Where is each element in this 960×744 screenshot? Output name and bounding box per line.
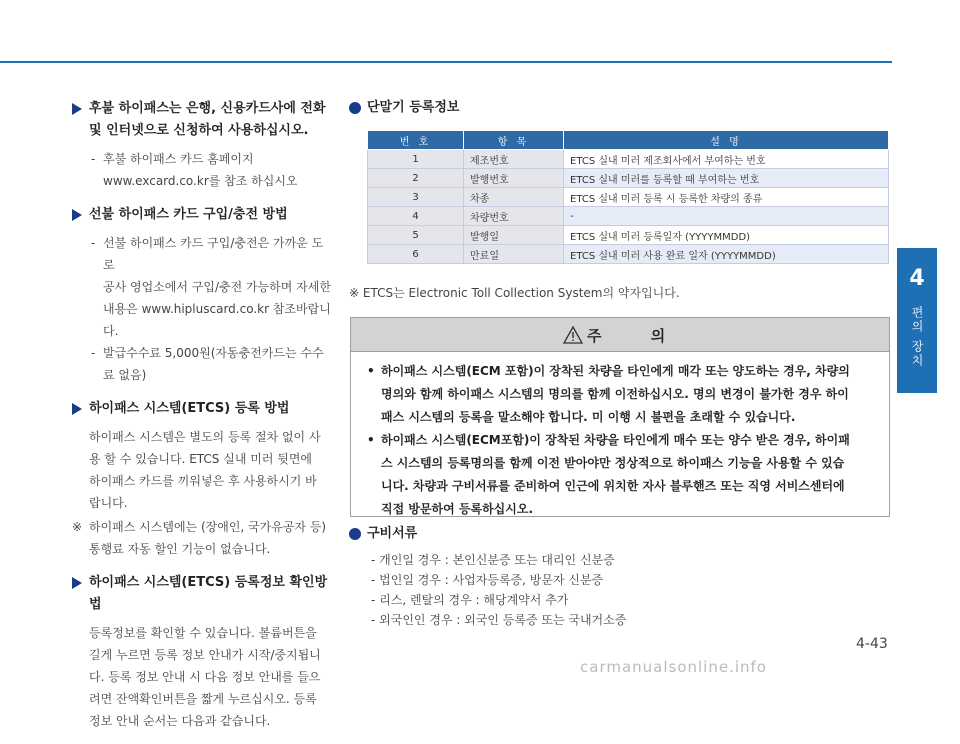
watermark: carmanualsonline.info	[580, 658, 767, 676]
section-heading: 후불 하이패스는 은행, 신용카드사에 전화 및 인터넷으로 신청하여 사용하십시오.	[72, 98, 334, 142]
section-heading: 선불 하이패스 카드 구입/충전 방법	[72, 204, 334, 226]
triangle-bullet-icon	[72, 403, 82, 415]
section-heading: 하이패스 시스템(ETCS) 등록 방법	[72, 398, 334, 420]
note: ※ 하이패스 시스템에는 (장애인, 국가유공자 등) 통행료 자동 할인 기능이 없습니다.	[72, 520, 327, 556]
table-row: 2 발행번호 ETCS 실내 미러를 등록할 때 부여하는 번호	[368, 169, 889, 188]
circle-bullet-icon	[349, 102, 361, 114]
chapter-tab[interactable]	[897, 248, 937, 393]
caution-header	[351, 318, 889, 352]
triangle-bullet-icon	[72, 103, 82, 115]
chapter-label: 편의 장치	[910, 306, 924, 368]
triangle-bullet-icon	[72, 209, 82, 221]
section-heading: 하이패스 시스템(ETCS) 등록정보 확인방법	[72, 572, 334, 616]
required-documents	[349, 524, 626, 630]
list-item: - 선불 하이패스 카드 구입/충전은 가까운 도로 공사 영업소에서 구입/충전 가능하며 자세한 내용은 www.hipluscard.co.kr 참조바랍니다.	[91, 236, 331, 338]
section-postpaid	[72, 98, 334, 192]
right-column	[349, 98, 891, 627]
header-rule	[0, 61, 892, 63]
caution-title: 주 의	[587, 327, 688, 345]
table-row: 4 차량번호 -	[368, 207, 889, 226]
list-item: - 발급수수료 5,000원(자동충전카드는 수수 료 없음)	[91, 346, 324, 382]
section-registration: 하이패스 시스템(ETCS) 등록 방법 하이패스 시스템은 별도의 등록 절차 없이 사 용 할 수 있습니다. ETCS 실내 미러 뒷면에 하이패스 카드를 끼워넣은 후 사용하시기 바 랍니다. ※ 하이패스 시스템에는 (장애인, 국가유공자 등) 통행료 자동 할인 기능이 없습니다.	[72, 398, 334, 560]
left-column	[72, 98, 334, 744]
homepage-link[interactable]: www.excard.co.kr를 참조 하십시오	[103, 174, 298, 188]
circle-bullet-icon	[349, 528, 361, 540]
caution-item: • 하이패스 시스템(ECM 포함)이 장착된 차량을 타인에게 매각 또는 양도하는 경우, 차량의 명의와 함께 하이패스 시스템의 명의를 함께 이전하십시오. 명의 변경이 불가한 경우 하이 패스 시스템의 등록을 말소해야 합니다. 미 이행 시 불편을 초래할 수 있습니다.	[367, 364, 850, 424]
list-item: - 리스, 렌탈의 경우 : 해당계약서 추가	[371, 593, 569, 607]
table-footnote: ※ ETCS는 Electronic Toll Collection System의 약자입니다.	[349, 286, 680, 300]
list-item: - 법인일 경우 : 사업자등록증, 방문자 신분증	[371, 573, 604, 587]
column-header: 항 목	[464, 131, 564, 150]
column-header: 설 명	[564, 131, 889, 150]
list-item: - 외국인인 경우 : 외국인 등록증 또는 국내거소증	[371, 613, 627, 627]
section-prepaid	[72, 204, 334, 386]
documents-heading: 구비서류	[349, 524, 626, 544]
table-row: 5 발행일 ETCS 실내 미러 등록일자 (YYYYMMDD)	[368, 226, 889, 245]
table-row: 6 만료일 ETCS 실내 미러 사용 완료 일자 (YYYYMMDD)	[368, 245, 889, 264]
warning-triangle-icon	[563, 326, 583, 344]
chapter-number: 4	[909, 266, 925, 291]
triangle-bullet-icon	[72, 577, 82, 589]
caution-item: • 하이패스 시스템(ECM포함)이 장착된 차량을 타인에게 매수 또는 양수 받은 경우, 하이패 스 시스템의 등록명의를 함께 이전 받아야만 정상적으로 하이패스 기능을 사용할 수 있습 니다. 차량과 구비서류를 준비하여 인근에 위치한 자사 블루핸즈 또는 직영 서비스센터에 직접 방문하여 등록하십시오.	[367, 433, 850, 516]
column-header: 번 호	[368, 131, 464, 150]
table-row: 3 차종 ETCS 실내 미러 등록 시 등록한 차량의 종류	[368, 188, 889, 207]
page-number: 4-43	[856, 636, 888, 652]
list-item: - 개인일 경우 : 본인신분증 또는 대리인 신분증	[371, 553, 615, 567]
terminal-info-table	[367, 130, 889, 264]
section-check-info: 하이패스 시스템(ETCS) 등록정보 확인방법 등록정보를 확인할 수 있습니다. 볼륨버튼을 길게 누르면 등록 정보 안내가 시작/중지됩니 다. 등록 정보 안내 시 다음 정보 안내를 들으 려면 잔액확인버튼을 짧게 누르십시오. 등록 정보 안내 순서는 다음과 같습니다.	[72, 572, 334, 732]
terminal-info-heading: 단말기 등록정보	[349, 98, 891, 118]
caution-box	[350, 317, 890, 517]
table-row: 1 제조번호 ETCS 실내 미러 제조회사에서 부여하는 번호	[368, 150, 889, 169]
list-item: - 후불 하이패스 카드 홈페이지 www.excard.co.kr를 참조 하십시오	[89, 148, 334, 192]
